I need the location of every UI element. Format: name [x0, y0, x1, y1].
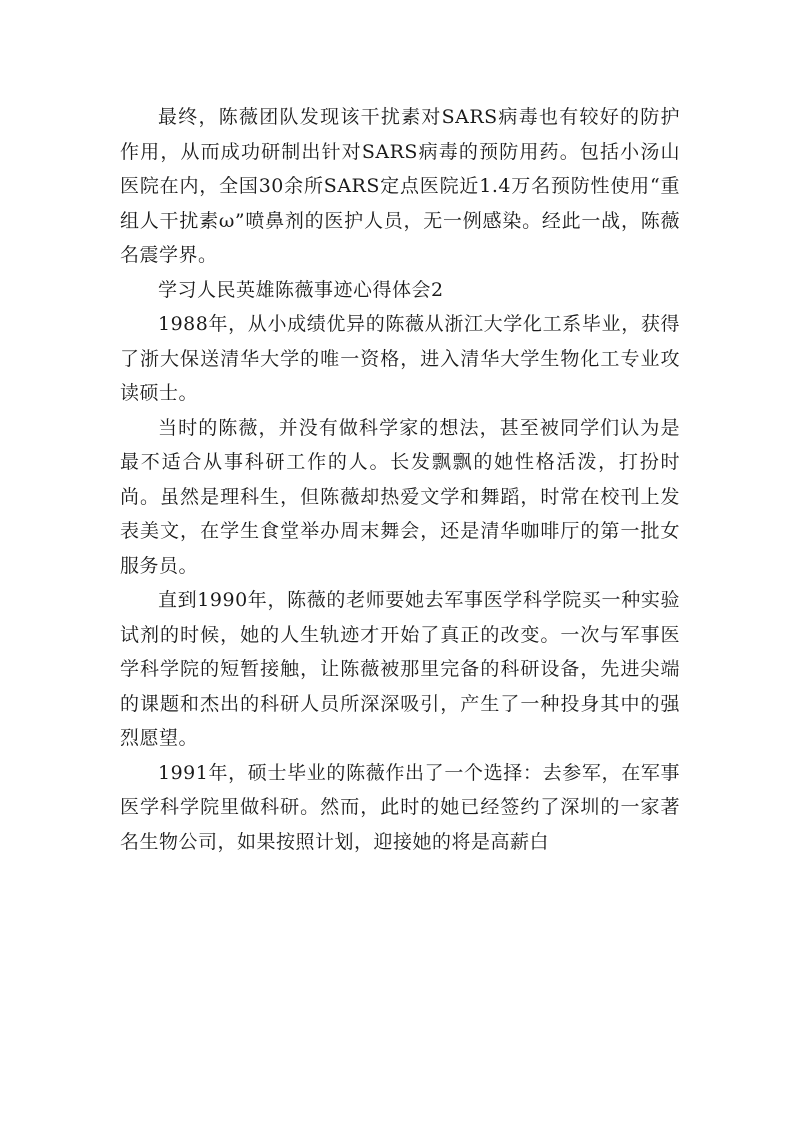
- paragraph-intro: 最终，陈薇团队发现该干扰素对SARS病毒也有较好的防护作用，从而成功研制出针对SARS病毒的预防用药。包括小汤山医院在内，全国30余所SARS定点医院近1.4万名预防性使用“重组人干扰素ω”喷鼻剂的医护人员，无一例感染。经此一战，陈薇名震学界。: [120, 106, 680, 266]
- section-title: 学习人民英雄陈薇事迹心得体会2: [158, 278, 444, 301]
- paragraph-1990: 直到1990年，陈薇的老师要她去军事医学科学院买一种实验试剂的时候，她的人生轨迹才开始了真正的改变。一次与军事医学科学院的短暂接触，让陈薇被那里完备的科研设备，先进尖端的课题和杰出的科研人员所深深吸引，产生了一种投身其中的强烈愿望。: [120, 589, 680, 749]
- document-body: [120, 100, 680, 859]
- paragraph-personality: 当时的陈薇，并没有做科学家的想法，甚至被同学们认为是最不适合从事科研工作的人。长发飘飘的她性格活泼，打扮时尚。虽然是理科生，但陈薇却热爱文学和舞蹈，时常在校刊上发表美文，在学生食堂举办周末舞会，还是清华咖啡厅的第一批女服务员。: [120, 416, 680, 577]
- paragraph-1988: 1988年，从小成绩优异的陈薇从浙江大学化工系毕业，获得了浙大保送清华大学的唯一资格，进入清华大学生物化工专业攻读硕士。: [120, 313, 680, 404]
- paragraph-1991: 1991年，硕士毕业的陈薇作出了一个选择：去参军，在军事医学科学院里做科研。然而，此时的她已经签约了深圳的一家著名生物公司，如果按照计划，迎接她的将是高薪白: [120, 761, 680, 853]
